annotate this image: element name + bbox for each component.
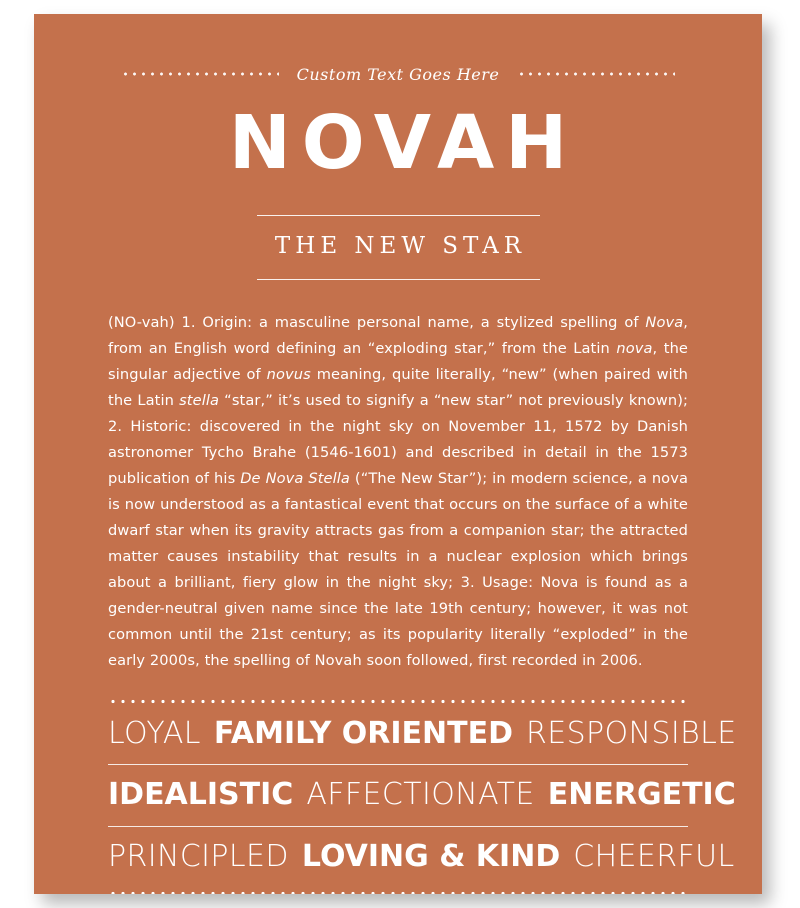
trait-spacer <box>293 779 306 811</box>
trait-word: IDEALISTIC <box>108 777 294 813</box>
poster-content <box>34 14 762 894</box>
trait-divider-2 <box>108 826 688 827</box>
dotted-rule-right-icon <box>517 72 675 76</box>
trait-spacer <box>560 841 573 873</box>
definition-run: (“The New Star”); in modern science, a nova is now understood as a fantastical event that occurs on the surface of a white dwarf star when its gravity attracts gas from a companion star; the attracted matter causes instability that results in a nuclear explosion which brings about a brilliant, fiery glow in the night sky; 3. Usage: Nova is found as a gender-neutral given name since the late 19th century; however, it was not common until the 21st century; as its popularity literally “exploded” in the early 2000s, the spelling of Novah soon followed, first recorded in 2006. <box>108 470 688 670</box>
divider-below-meaning <box>257 279 540 280</box>
dotted-rule-left-icon <box>121 72 279 76</box>
definition-italic-term: nova <box>616 340 653 358</box>
trait-word: PRINCIPLED <box>108 838 289 874</box>
trait-word: LOYAL <box>108 716 201 752</box>
trait-row <box>108 716 737 752</box>
trait-spacer <box>513 718 526 750</box>
definition-run: “star,” it’s used to signify a “new star” not previously known); 2. Historic: discovered in the night sky on November 11, 1572 by Danish astronomer Tycho Brahe (1546-1601) and described in detail in the 1573 publication of his <box>108 392 688 488</box>
definition-run: meaning, quite literally, “new” (when paired with the Latin <box>108 366 688 410</box>
trait-word: ENERGETIC <box>547 777 736 813</box>
trait-word: RESPONSIBLE <box>525 716 737 752</box>
definition-run: (NO-vah) 1. Origin: a masculine personal name, a stylized spelling of <box>108 314 646 332</box>
trait-word: CHEERFUL <box>573 838 735 874</box>
trait-word: FAMILY ORIENTED <box>213 716 513 752</box>
definition-italic-term: stella <box>179 392 220 410</box>
definition-run: , the singular adjective of <box>108 340 688 384</box>
definition-run: , from an English word defining an “exploding star,” from the Latin <box>108 314 688 358</box>
definition-italic-term: novus <box>266 366 311 384</box>
page-title: NOVAH <box>228 100 579 186</box>
trait-word: AFFECTIONATE <box>306 777 535 813</box>
trait-spacer <box>201 718 214 750</box>
trait-spacer <box>535 779 548 811</box>
trait-word: LOVING & KIND <box>301 838 561 874</box>
definition-italic-term: Nova <box>645 314 684 332</box>
trait-divider-1 <box>108 764 688 765</box>
trait-row <box>108 838 735 874</box>
definition-italic-term: De Nova Stella <box>240 470 350 488</box>
dotted-divider-bottom <box>108 891 688 894</box>
trait-row <box>108 777 736 813</box>
name-art-poster <box>34 14 762 894</box>
definition-text <box>108 310 688 674</box>
divider-above-meaning <box>257 215 540 216</box>
trait-spacer <box>289 841 302 873</box>
custom-text: Custom Text Goes Here <box>296 64 500 84</box>
custom-text-row <box>108 60 688 88</box>
dotted-divider-top <box>108 699 688 704</box>
name-meaning: THE NEW STAR <box>274 233 527 260</box>
